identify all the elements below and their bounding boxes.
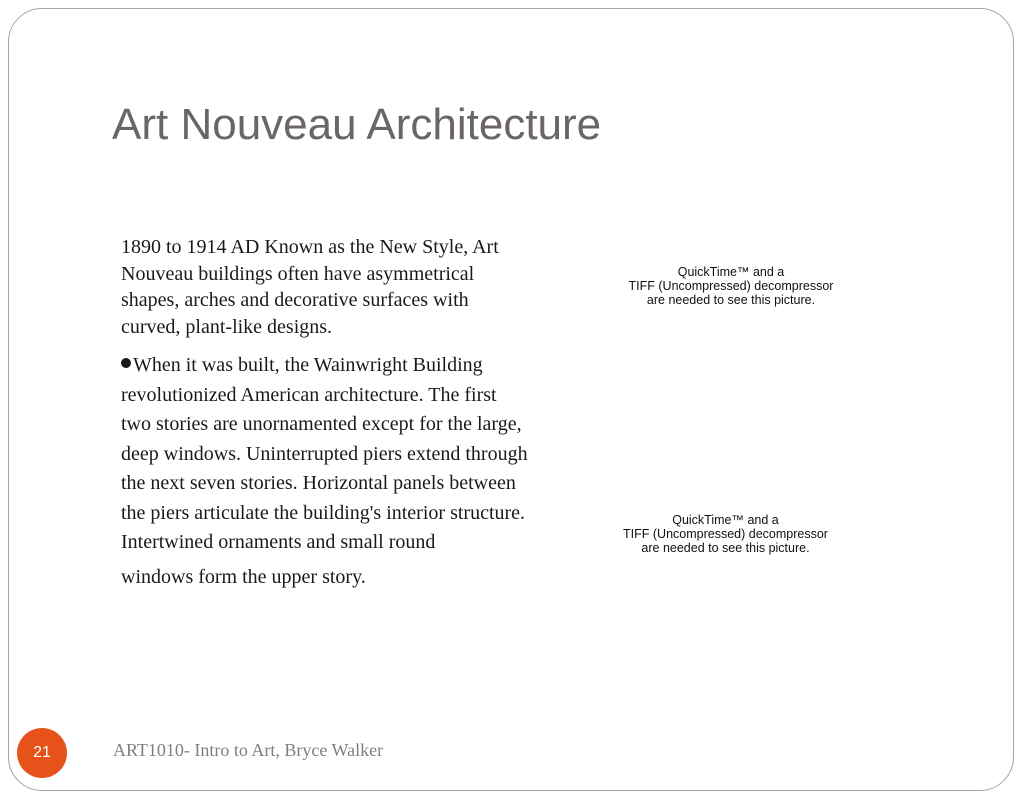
quicktime-placeholder-2: [598, 513, 853, 555]
placeholder-line: QuickTime™ and a: [677, 265, 785, 279]
slide-title: Art Nouveau Architecture: [112, 100, 602, 149]
placeholder-line: QuickTime™ and a: [672, 513, 779, 527]
page-number: 21: [33, 744, 51, 761]
bullet-text: When it was built, the Wainwright Building revolutionized American architecture. The first two stories are unornamented except for the large, deep windows. Uninterrupted piers extend through the next seven stories. Horizontal panels between the piers articulate the building's interior structure. Intertwined ornaments and small round: [121, 354, 528, 553]
intro-paragraph: 1890 to 1914 AD Known as the New Style, Art Nouveau buildings often have asymmetrical shapes, arches and decorative surfaces with curved, plant-like designs.: [121, 236, 499, 338]
placeholder-line: are needed to see this picture.: [646, 293, 816, 307]
footer-text: ART1010- Intro to Art, Bryce Walker: [113, 740, 384, 760]
bullet-dot-icon: [121, 358, 131, 368]
placeholder-line: TIFF (Uncompressed) decompressor: [628, 279, 834, 293]
quicktime-placeholder-1: [606, 265, 856, 307]
placeholder-line: TIFF (Uncompressed) decompressor: [623, 527, 828, 541]
placeholder-line: are needed to see this picture.: [641, 541, 810, 555]
bullet-last-line: windows form the upper story.: [121, 565, 366, 588]
bullet-paragraph: [121, 351, 531, 592]
page-number-badge: [17, 728, 67, 778]
